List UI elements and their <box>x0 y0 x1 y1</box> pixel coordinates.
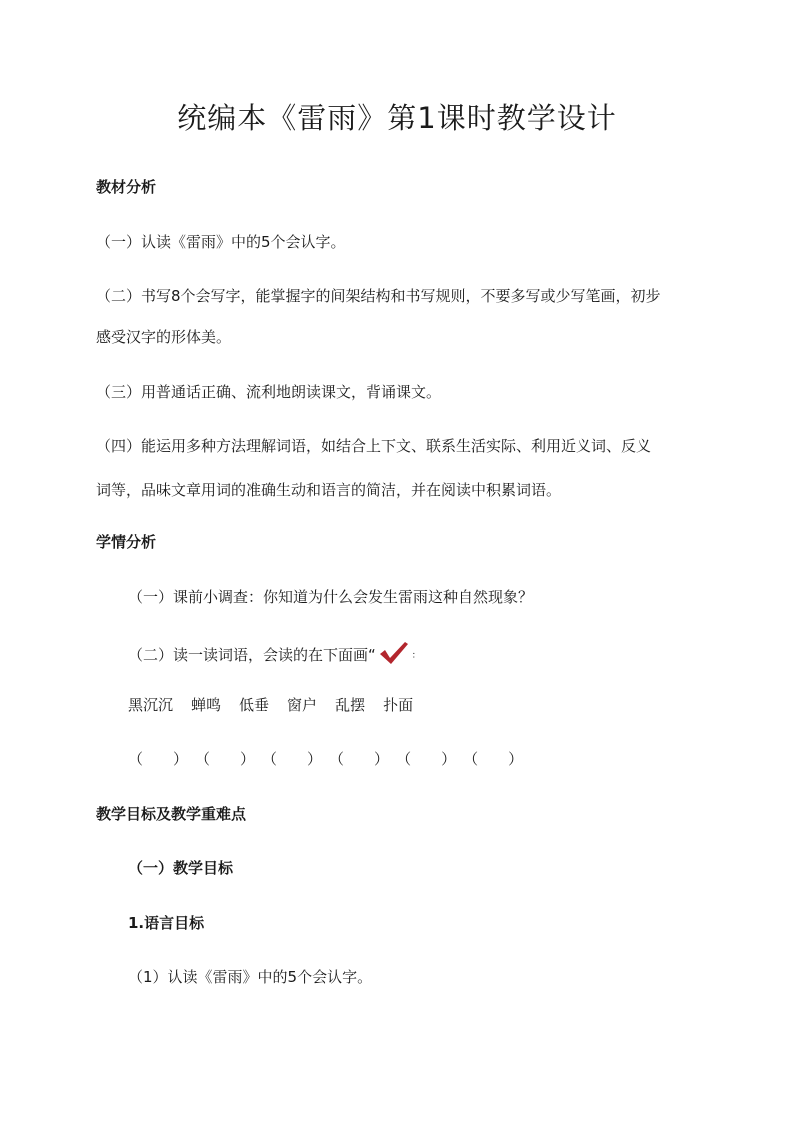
section-heading-student-analysis: 学情分析 <box>96 533 157 551</box>
paragraph: （二）书写8个会写字，能掌握字的间架结构和书写规则，不要多写或少写笔画，初步 <box>96 287 661 305</box>
sub-heading-teaching-goals: （一）教学目标 <box>128 859 234 877</box>
paragraph <box>128 640 421 672</box>
list-item: 窗户 <box>287 696 318 714</box>
list-item: （ ） <box>195 750 256 768</box>
list-item: （ ） <box>262 750 323 768</box>
word-list <box>128 694 431 716</box>
list-item: （ ） <box>463 750 524 768</box>
list-item: 蝉鸣 <box>191 696 222 714</box>
paragraph: （三）用普通话正确、流利地朗读课文，背诵课文。 <box>96 383 442 401</box>
list-item: 扑面 <box>383 696 414 714</box>
list-item: （ ） <box>128 750 189 768</box>
list-item: （ ） <box>396 750 457 768</box>
paragraph: （一）课前小调查：你知道为什么会发生雷雨这种自然现象？ <box>128 588 534 606</box>
check-mark-icon <box>378 640 410 672</box>
paragraph: 词等，品味文章用词的准确生动和语言的简洁，并在阅读中积累词语。 <box>96 481 562 499</box>
list-item: 低垂 <box>239 696 270 714</box>
section-heading-teaching-goals: 教学目标及教学重难点 <box>96 805 247 823</box>
list-item: 乱摆 <box>335 696 366 714</box>
list-item: 黑沉沉 <box>128 696 174 714</box>
document-title: 统编本《雷雨》第1课时教学设计 <box>177 101 617 135</box>
section-heading-textbook-analysis: 教材分析 <box>96 178 157 196</box>
paragraph: 感受汉字的形体美。 <box>96 328 232 346</box>
instruction-text: （二）读一读词语，会读的在下面画“ <box>128 646 376 664</box>
instruction-suffix: ： <box>411 651 421 661</box>
sub-heading-language-goals: 1.语言目标 <box>128 914 205 932</box>
blank-parentheses <box>128 748 530 770</box>
paragraph: （一）认读《雷雨》中的5个会认字。 <box>96 233 346 251</box>
paragraph: （四）能运用多种方法理解词语，如结合上下文、联系生活实际、利用近义词、反义 <box>96 437 652 455</box>
list-item: （ ） <box>329 750 390 768</box>
paragraph: （1）认读《雷雨》中的5个会认字。 <box>128 968 373 986</box>
